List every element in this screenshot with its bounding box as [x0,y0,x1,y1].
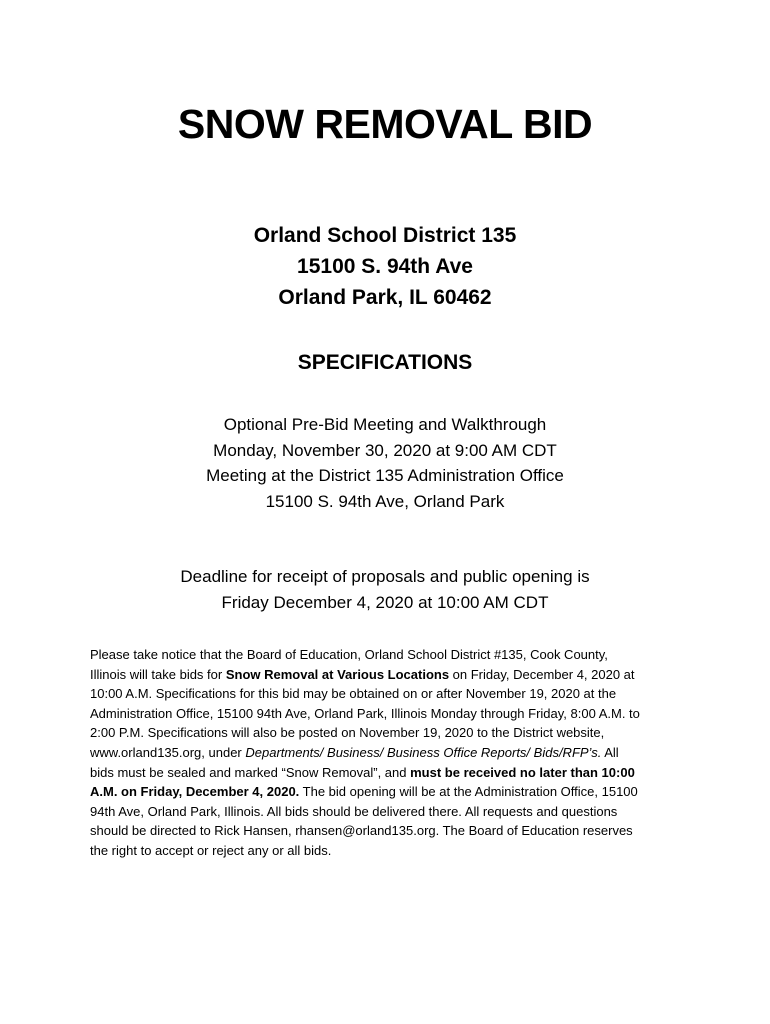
notice-line [90,704,690,724]
notice-line [90,665,690,685]
website-path-italic: Departments/ Business/ Business Office Reports/ Bids/RFP’s. [245,744,602,760]
notice-text: Administration Office, 15100 94th Ave, Orland Park, Illinois Monday through Friday, 8:00 A.M. to [90,705,640,721]
deadline-line-2: Friday December 4, 2020 at 10:00 AM CDT [221,592,549,612]
pre-bid-meeting-block [0,412,770,514]
meeting-line-1: Optional Pre-Bid Meeting and Walkthrough [223,415,547,434]
notice-text: All [601,744,619,760]
notice-text: the right to accept or reject any or all bids. [90,842,332,858]
deadline-block [0,564,770,615]
district-city: Orland Park, IL 60462 [278,286,492,309]
district-street: 15100 S. 94th Ave [297,255,473,278]
meeting-line-4: 15100 S. 94th Ave, Orland Park [265,491,505,511]
notice-line [90,821,690,841]
notice-line [90,763,690,783]
district-address-block [0,220,770,313]
notice-text: The bid opening will be at the Administration Office, 15100 [299,784,638,800]
notice-line [90,802,690,822]
district-name: Orland School District 135 [253,224,517,247]
notice-line [90,684,690,704]
notice-text: 10:00 A.M. Specifications for this bid may be obtained on or after November 19, 2020 at the [90,686,617,702]
notice-line [90,723,690,743]
notice-text: www.orland135.org, under [90,744,246,760]
meeting-line-3: Meeting at the District 135 Administration Office [206,466,564,485]
notice-text: 94th Ave, Orland Park, Illinois. All bids should be delivered there. All requests and questions [90,803,618,819]
notice-text: 2:00 P.M. Specifications will also be posted on November 19, 2020 to the District website, [90,725,605,741]
notice-text: should be directed to Rick Hansen, rhansen@orland135.org. The Board of Education reserves [90,823,633,839]
notice-text: Please take notice that the Board of Education, Orland School District #135, Cook County, [90,647,608,662]
meeting-line-2: Monday, November 30, 2020 at 9:00 AM CDT [213,440,557,460]
notice-line [90,841,690,861]
deadline-line-1: Deadline for receipt of proposals and public opening is [180,567,590,586]
notice-line [90,782,690,802]
notice-line [90,645,690,665]
deadline-bold: A.M. on Friday, December 4, 2020. [90,784,300,800]
notice-text: bids must be sealed and marked “Snow Removal”, and [90,764,411,780]
notice-text: Illinois will take bids for [90,666,226,682]
notice-paragraph [90,645,690,861]
specifications-heading: SPECIFICATIONS [297,351,473,374]
document-title: SNOW REMOVAL BID [177,101,593,147]
notice-line [90,743,690,763]
notice-text: on Friday, December 4, 2020 at [449,666,635,682]
deadline-bold: must be received no later than 10:00 [410,764,635,780]
bid-subject-bold: Snow Removal at Various Locations [225,666,450,682]
